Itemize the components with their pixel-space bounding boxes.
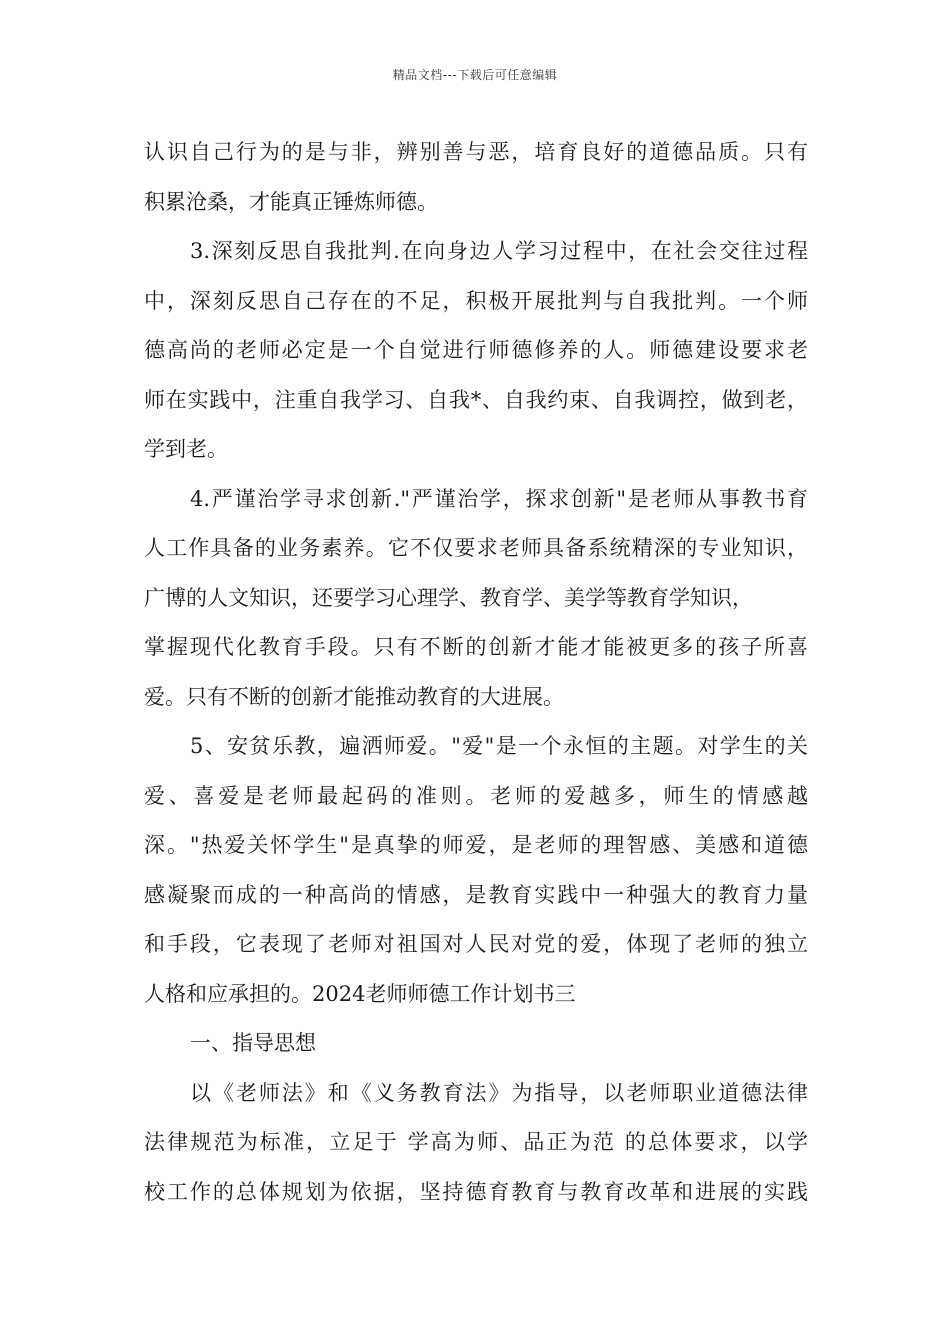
- paragraph-start-line: 以《老师法》和《义务教育法》为指导，以老师职业道德法律: [190, 1080, 808, 1105]
- text-line: 感凝聚而成的一种高尚的情感，是教育实践中一种强大的教育力量: [144, 882, 808, 907]
- paragraph-start-line: 3.深刻反思自我批判.在向身边人学习过程中，在社会交往过程: [190, 239, 808, 263]
- text-line: 和手段，它表现了老师对祖国对人民对党的爱，体现了老师的独立: [144, 932, 808, 956]
- text-line: 人工作具备的业务素养。它不仅要求老师具备系统精深的专业知识，: [144, 536, 808, 560]
- text-line: 积累沧桑，才能真正锤炼师德。: [144, 189, 438, 214]
- text-line: 德高尚的老师必定是一个自觉进行师德修养的人。师德建设要求老: [144, 338, 808, 362]
- text-line: 中，深刻反思自己存在的不足，积极开展批判与自我批判。一个师: [144, 288, 808, 313]
- text-line: 掌握现代化教育手段。只有不断的创新才能才能被更多的孩子所喜: [144, 635, 808, 659]
- section-heading: 一、指导思想: [190, 1031, 316, 1055]
- page-header: 精品文档---下载后可任意编辑: [392, 68, 558, 82]
- text-line: 爱。只有不断的创新才能推动教育的大进展。: [144, 684, 564, 709]
- text-line: 深。"热爱关怀学生"是真挚的师爱，是老师的理智感、美感和道德: [144, 833, 808, 857]
- document-body: [144, 128, 808, 1217]
- text-line: 广博的人文知识，还要学习心理学、教育学、美学等教育学知识，: [144, 585, 753, 610]
- text-line: 法律规范为标准，立足于 学高为师、品正为范 的总体要求，以学: [144, 1130, 808, 1154]
- paragraph-start-line: 5、安贫乐教，遍洒师爱。"爱"是一个永恒的主题。对学生的关: [190, 734, 808, 758]
- text-line: 校工作的总体规划为依据，坚持德育教育与教育改革和进展的实践: [144, 1179, 808, 1204]
- text-line: 爱、喜爱是老师最起码的准则。老师的爱越多，师生的情感越: [144, 783, 808, 808]
- text-line: 人格和应承担的。2024老师师德工作计划书三: [144, 981, 576, 1006]
- paragraph-start-line: 4.严谨治学寻求创新."严谨治学，探求创新"是老师从事教书育: [190, 486, 808, 511]
- text-line: 师在实践中，注重自我学习、自我*、自我约束、自我调控，做到老，: [144, 387, 808, 412]
- text-line: 学到老。: [144, 437, 228, 461]
- text-line: 认识自己行为的是与非，辨别善与恶，培育良好的道德品质。只有: [144, 140, 808, 164]
